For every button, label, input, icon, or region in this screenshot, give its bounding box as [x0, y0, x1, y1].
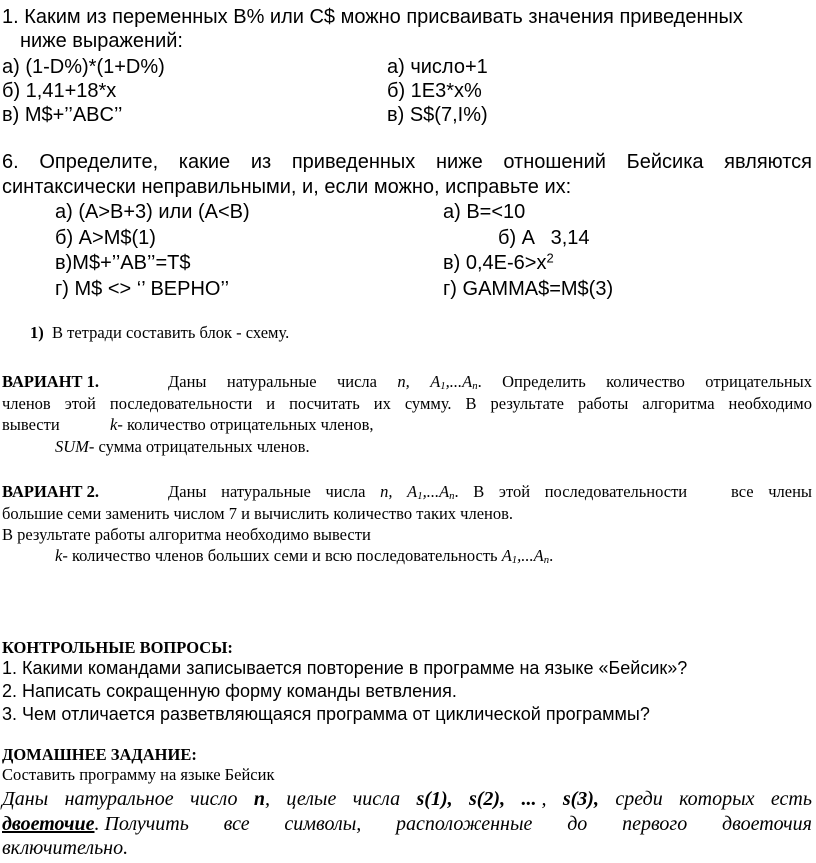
q6-option-right-b: б) A 3,14 [498, 227, 590, 249]
q6-option-right-a: а) B=<10 [443, 201, 526, 223]
q1-line2: ниже выражений: [20, 30, 183, 52]
control-question-1: 1. Какими командами записывается повторение в программе на языке «Бейсик»? [2, 658, 688, 678]
variant-2-line3: В результате работы алгоритма необходимо вывести [2, 525, 371, 544]
q1-option-left-b: б) 1,41+18*x [2, 80, 117, 102]
q6-option-left-c: в)M$+’’AB’’=T$ [55, 252, 191, 274]
control-questions-heading: КОНТРОЛЬНЫЕ ВОПРОСЫ: [2, 638, 233, 657]
variant-1-line1: Даны натуральные числа n, $A_1,...A_n$. Определить количество отрицательных [168, 372, 813, 393]
q6-line1: 6. Определите, какие из приведенных ниже отношений Бейсика являются [2, 151, 812, 173]
homework-problem-line1: Даны натуральное число n, целые числа s(1), s(2), ... , s(3), среди которых есть [2, 788, 812, 810]
task-1-text: В тетради составить блок - схему. [52, 323, 290, 342]
q1-line1: 1. Каким из переменных B% или C$ можно присваивать значения приведенных [2, 6, 743, 28]
q1-option-left-a: а) (1-D%)*(1+D%) [2, 56, 165, 78]
q1-option-right-a: а) число+1 [387, 56, 488, 78]
variant-1-label: ВАРИАНТ 1. [2, 372, 100, 391]
variant-2-line1: Даны натуральные числа n, $A_1,...A_n$. В этой последовательности все члены [168, 482, 812, 503]
homework-problem-line3: включительно. [2, 837, 129, 859]
control-question-2: 2. Написать сокращенную форму команды ветвления. [2, 681, 457, 701]
q1-option-right-b: б) 1E3*x% [387, 80, 482, 102]
homework-problem-line2: двоеточие. Получить все символы, расположенные до первого двоеточия [2, 813, 812, 835]
q6-option-left-d: г) M$ <> ‘’ ВЕРНО’’ [55, 278, 230, 300]
variant-1-line3: вывести [2, 415, 60, 434]
q6-option-left-b: б) A>M$(1) [55, 227, 156, 249]
task-1-number: 1) [30, 323, 44, 342]
q6-option-right-c-superscript: 2 [546, 250, 554, 266]
q6-line2: синтаксически неправильными, и, если можно, исправьте их: [2, 176, 572, 198]
variant-1-line4: SUM- сумма отрицательных членов. [55, 437, 310, 456]
variant-2-line4: k- количество членов больших семи и всю последовательность $A_1,...A_n$. [55, 546, 554, 567]
variant-1-line3-k: k- количество отрицательных членов, [110, 415, 374, 434]
variant-1-line2: членов этой последовательности и посчитать их сумму. В результате работы алгоритма необходимо [2, 394, 812, 413]
control-question-3: 3. Чем отличается разветвляющаяся программа от циклической программы? [2, 704, 650, 724]
task-1 [30, 323, 289, 342]
q6-option-left-a: а) (A>B+3) или (A<B) [55, 201, 250, 223]
q6-option-right-c-main: в) 0,4E-6>x [443, 252, 547, 274]
homework-line1: Составить программу на языке Бейсик [2, 765, 275, 784]
variant-2-label: ВАРИАНТ 2. [2, 482, 100, 501]
q1-option-right-c: в) S$(7,I%) [387, 104, 488, 126]
variant-2-line2: большие семи заменить числом 7 и вычислить количество таких членов. [2, 504, 514, 523]
q6-option-right-c [443, 252, 554, 275]
q1-option-left-c: в) M$+’’ABC’’ [2, 104, 123, 126]
homework-heading: ДОМАШНЕЕ ЗАДАНИЕ: [2, 745, 197, 764]
q6-option-right-d: г) GAMMA$=M$(3) [443, 278, 614, 300]
